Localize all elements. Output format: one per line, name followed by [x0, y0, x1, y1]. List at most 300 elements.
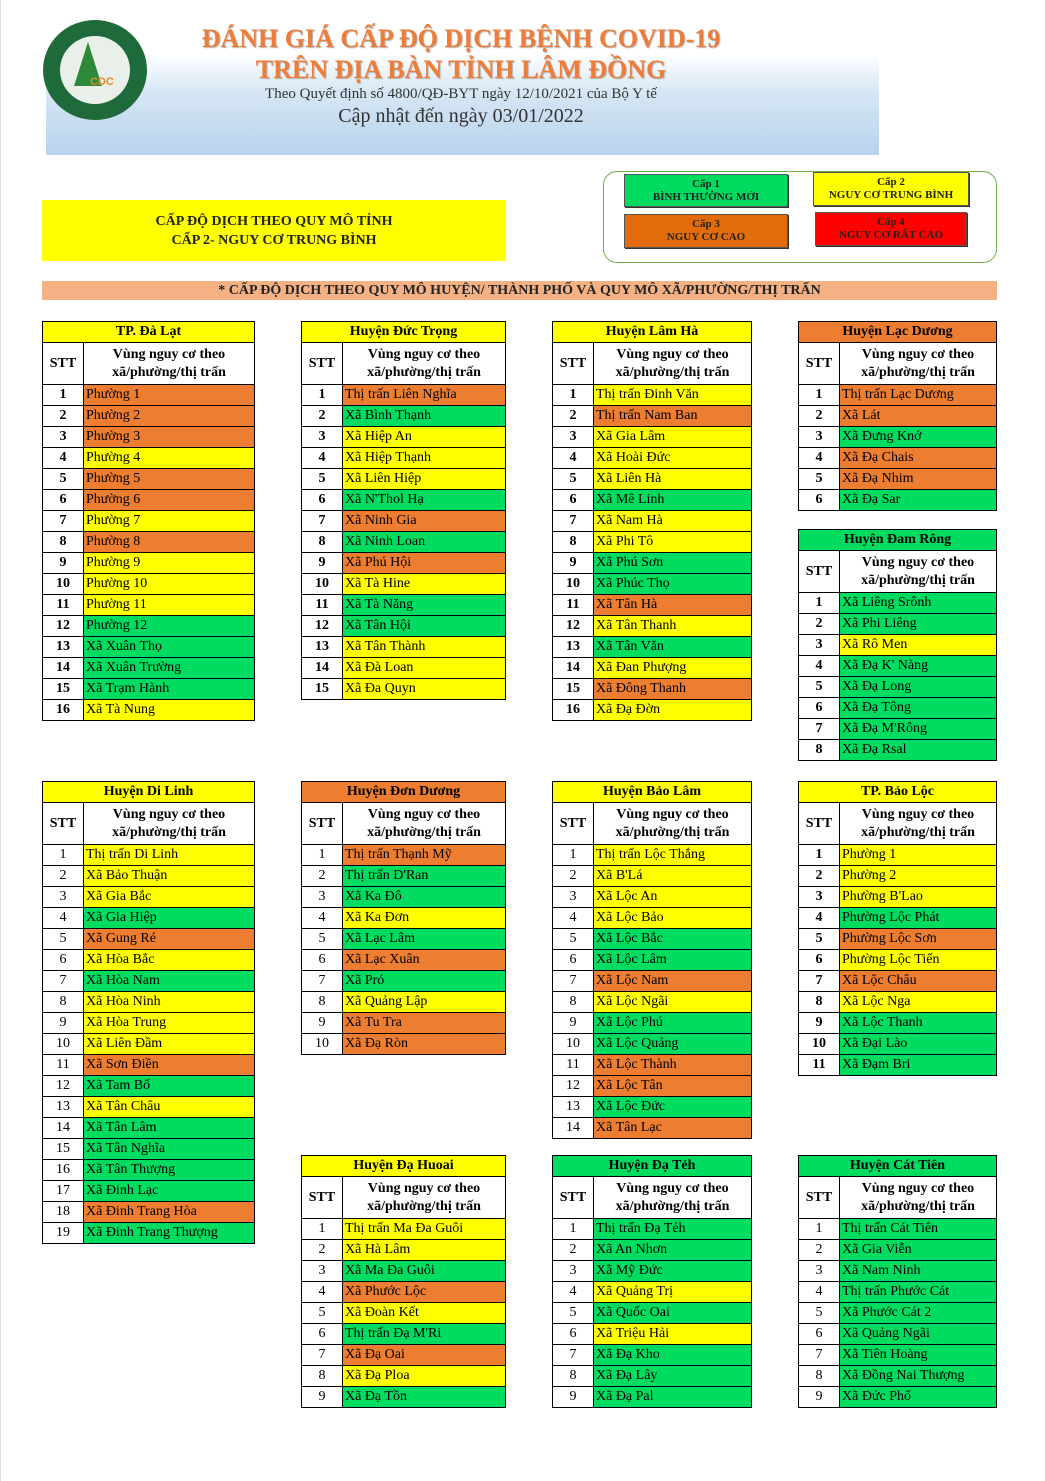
table-row — [553, 866, 752, 887]
row-number: 1 — [302, 1219, 343, 1240]
commune-name: Xã Đạm Bri — [840, 1055, 997, 1076]
table-row — [43, 511, 255, 532]
commune-name: Xã Lộc Thành — [594, 1055, 752, 1076]
table-row — [43, 950, 255, 971]
table-row — [553, 1303, 752, 1324]
commune-name: Xã Đạ Kho — [594, 1345, 752, 1366]
district-table — [552, 781, 752, 1139]
commune-name: Xã Xuân Thọ — [84, 637, 255, 658]
commune-name: Xã Lộc Tân — [594, 1076, 752, 1097]
area-header — [84, 343, 255, 385]
table-row — [553, 1097, 752, 1118]
row-number: 7 — [302, 971, 343, 992]
row-number: 11 — [553, 1055, 594, 1076]
table-row — [799, 656, 997, 677]
area-header — [84, 803, 255, 845]
commune-name: Thị trấn Đạ Tẻh — [594, 1219, 752, 1240]
district-table — [301, 1155, 506, 1408]
commune-name: Xã Đan Phượng — [594, 658, 752, 679]
row-number: 7 — [553, 1345, 594, 1366]
commune-name: Xã Phước Cát 2 — [840, 1303, 997, 1324]
commune-name: Thị trấn Đinh Văn — [594, 385, 752, 406]
district-name: TP. Bảo Lộc — [799, 782, 997, 803]
commune-name: Phường 10 — [84, 574, 255, 595]
row-number: 6 — [302, 490, 343, 511]
commune-name: Phường 12 — [84, 616, 255, 637]
commune-name: Phường 1 — [84, 385, 255, 406]
legend-level-label: NGUY CƠ TRUNG BÌNH — [828, 189, 954, 201]
table-row — [43, 1118, 255, 1139]
row-number: 12 — [43, 616, 84, 637]
table-row — [553, 700, 752, 721]
row-number: 4 — [302, 908, 343, 929]
commune-name: Xã Hiệp An — [343, 427, 506, 448]
commune-name: Phường 1 — [840, 845, 997, 866]
commune-name: Phường 7 — [84, 511, 255, 532]
commune-name: Xã Hà Lâm — [343, 1240, 506, 1261]
commune-name: Xã Tân Văn — [594, 637, 752, 658]
table-row — [302, 511, 506, 532]
cdc-logo — [43, 20, 147, 120]
area-header-line1: Vùng nguy cơ theo — [616, 1180, 729, 1196]
commune-name: Xã Gia Viễn — [840, 1240, 997, 1261]
table-row — [43, 385, 255, 406]
table-row — [553, 469, 752, 490]
area-header — [343, 803, 506, 845]
area-header-line1: Vùng nguy cơ theo — [861, 346, 975, 362]
area-header-line1: Vùng nguy cơ theo — [861, 1180, 975, 1196]
stt-header: STT — [302, 343, 343, 385]
commune-name: Xã Đoàn Kết — [343, 1303, 506, 1324]
table-row — [553, 448, 752, 469]
table-row — [43, 908, 255, 929]
row-number: 3 — [799, 1261, 840, 1282]
row-number: 5 — [553, 929, 594, 950]
table-row — [553, 595, 752, 616]
commune-name: Xã Liên Đầm — [84, 1034, 255, 1055]
commune-name: Xã Ma Đa Guôi — [343, 1261, 506, 1282]
table-row — [799, 448, 997, 469]
table-row — [799, 469, 997, 490]
table-row — [302, 1324, 506, 1345]
commune-name: Thị trấn Cát Tiên — [840, 1219, 997, 1240]
area-header — [343, 1177, 506, 1219]
row-number: 2 — [799, 866, 840, 887]
row-number: 9 — [799, 1387, 840, 1408]
commune-name: Xã Pró — [343, 971, 506, 992]
district-name: Huyện Đam Rông — [799, 530, 997, 551]
commune-name: Xã Tân Hà — [594, 595, 752, 616]
district-table — [798, 529, 997, 761]
row-number: 5 — [799, 469, 840, 490]
row-number: 4 — [799, 908, 840, 929]
table-row — [302, 908, 506, 929]
table-row — [799, 1013, 997, 1034]
table-row — [43, 406, 255, 427]
table-row — [43, 616, 255, 637]
commune-name: Xã An Nhơn — [594, 1240, 752, 1261]
row-number: 1 — [302, 845, 343, 866]
table-row — [799, 908, 997, 929]
table-row — [302, 469, 506, 490]
row-number: 8 — [799, 1366, 840, 1387]
table-row — [553, 1118, 752, 1139]
commune-name: Xã Lộc Bắc — [594, 929, 752, 950]
commune-name: Thị trấn Đạ M'Ri — [343, 1324, 506, 1345]
table-row — [302, 887, 506, 908]
district-name: Huyện Đơn Dương — [302, 782, 506, 803]
row-number: 6 — [553, 490, 594, 511]
commune-name: Xã Đạ Đờn — [594, 700, 752, 721]
area-header — [840, 343, 997, 385]
row-number: 4 — [799, 656, 840, 677]
commune-name: Xã Lộc Châu — [840, 971, 997, 992]
table-row — [302, 616, 506, 637]
commune-name: Xã Đạ Tồn — [343, 1387, 506, 1408]
area-header — [594, 803, 752, 845]
table-row — [553, 658, 752, 679]
row-number: 2 — [553, 1240, 594, 1261]
row-number: 19 — [43, 1223, 84, 1244]
row-number: 10 — [799, 1034, 840, 1055]
row-number: 3 — [553, 427, 594, 448]
legend-level-title: Cấp 3 — [692, 218, 720, 230]
commune-name: Xã Đạ Ploa — [343, 1366, 506, 1387]
row-number: 9 — [553, 1013, 594, 1034]
table-row — [43, 1055, 255, 1076]
commune-name: Xã Đạ Rsal — [840, 740, 997, 761]
table-row — [553, 1013, 752, 1034]
table-row — [553, 908, 752, 929]
table-row — [799, 929, 997, 950]
commune-name: Xã Quảng Ngãi — [840, 1324, 997, 1345]
table-row — [799, 719, 997, 740]
commune-name: Xã Lộc Ngãi — [594, 992, 752, 1013]
commune-name: Thị trấn Phước Cát — [840, 1282, 997, 1303]
table-row — [799, 740, 997, 761]
table-row — [43, 1181, 255, 1202]
row-number: 14 — [43, 658, 84, 679]
district-name: Huyện Đạ Tẻh — [553, 1156, 752, 1177]
row-number: 3 — [799, 887, 840, 908]
decision-reference: Theo Quyết định số 4800/QĐ-BYT ngày 12/10/2021 của Bộ Y tế — [265, 86, 657, 102]
table-row — [553, 616, 752, 637]
table-row — [43, 679, 255, 700]
table-row — [43, 574, 255, 595]
area-header-line2: xã/phường/thị trấn — [861, 364, 975, 380]
commune-name: Phường B'Lao — [840, 887, 997, 908]
row-number: 1 — [43, 845, 84, 866]
table-row — [43, 532, 255, 553]
commune-name: Xã Nam Ninh — [840, 1261, 997, 1282]
commune-name: Xã Đinh Trang Hòa — [84, 1202, 255, 1223]
legend-level-4 — [815, 212, 967, 246]
row-number: 12 — [43, 1076, 84, 1097]
table-row — [43, 1097, 255, 1118]
commune-name: Xã Phi Tô — [594, 532, 752, 553]
row-number: 8 — [302, 1366, 343, 1387]
table-row — [302, 595, 506, 616]
stt-header: STT — [799, 803, 840, 845]
table-row — [302, 679, 506, 700]
district-table — [552, 1155, 752, 1408]
commune-name: Xã Đạ Chais — [840, 448, 997, 469]
row-number: 2 — [43, 866, 84, 887]
row-number: 4 — [302, 448, 343, 469]
commune-name: Phường Lộc Sơn — [840, 929, 997, 950]
area-header-line2: xã/phường/thị trấn — [861, 1198, 975, 1214]
table-row — [302, 1013, 506, 1034]
row-number: 17 — [43, 1181, 84, 1202]
area-header-line1: Vùng nguy cơ theo — [112, 806, 226, 822]
commune-name: Xã Phú Sơn — [594, 553, 752, 574]
row-number: 6 — [302, 950, 343, 971]
row-number: 8 — [43, 532, 84, 553]
table-row — [302, 1387, 506, 1408]
row-number: 5 — [799, 1303, 840, 1324]
commune-name: Xã Trạm Hành — [84, 679, 255, 700]
row-number: 1 — [302, 385, 343, 406]
commune-name: Xã Tân Thanh — [594, 616, 752, 637]
district-name: Huyện Lâm Hà — [553, 322, 752, 343]
row-number: 3 — [302, 427, 343, 448]
commune-name: Xã Hoài Đức — [594, 448, 752, 469]
row-number: 4 — [553, 448, 594, 469]
row-number: 5 — [553, 1303, 594, 1324]
commune-name: Xã Lộc Bảo — [594, 908, 752, 929]
row-number: 8 — [799, 992, 840, 1013]
commune-name: Xã Đạ K' Nàng — [840, 656, 997, 677]
row-number: 10 — [43, 574, 84, 595]
table-row — [799, 1034, 997, 1055]
table-row — [553, 1261, 752, 1282]
table-row — [302, 1034, 506, 1055]
district-table — [798, 321, 997, 511]
table-row — [799, 593, 997, 614]
district-name: Huyện Đạ Huoai — [302, 1156, 506, 1177]
row-number: 9 — [43, 1013, 84, 1034]
table-row — [799, 1055, 997, 1076]
table-row — [302, 929, 506, 950]
commune-name: Thị trấn Nam Ban — [594, 406, 752, 427]
row-number: 8 — [553, 1366, 594, 1387]
legend-level-3 — [624, 214, 788, 248]
table-row — [302, 637, 506, 658]
area-header-line2: xã/phường/thị trấn — [367, 824, 481, 840]
row-number: 8 — [302, 532, 343, 553]
row-number: 2 — [43, 406, 84, 427]
row-number: 15 — [553, 679, 594, 700]
table-row — [43, 1223, 255, 1244]
table-row — [43, 929, 255, 950]
table-row — [553, 992, 752, 1013]
commune-name: Xã Hiệp Thạnh — [343, 448, 506, 469]
row-number: 5 — [799, 677, 840, 698]
row-number: 3 — [553, 1261, 594, 1282]
commune-name: Thị trấn D'Ran — [343, 866, 506, 887]
district-name: Huyện Lạc Dương — [799, 322, 997, 343]
table-row — [553, 1387, 752, 1408]
table-row — [799, 1324, 997, 1345]
row-number: 9 — [302, 1013, 343, 1034]
table-row — [553, 532, 752, 553]
table-row — [43, 1160, 255, 1181]
commune-name: Phường 6 — [84, 490, 255, 511]
row-number: 10 — [553, 1034, 594, 1055]
district-table — [798, 1155, 997, 1408]
commune-name: Xã Lộc Lâm — [594, 950, 752, 971]
table-row — [43, 1076, 255, 1097]
table-row — [799, 1261, 997, 1282]
commune-name: Xã Đức Phổ — [840, 1387, 997, 1408]
row-number: 6 — [799, 698, 840, 719]
table-row — [43, 700, 255, 721]
commune-name: Xã Tân Châu — [84, 1097, 255, 1118]
row-number: 16 — [43, 700, 84, 721]
row-number: 7 — [302, 1345, 343, 1366]
table-row — [799, 1240, 997, 1261]
row-number: 7 — [553, 971, 594, 992]
row-number: 15 — [43, 679, 84, 700]
commune-name: Xã Đạ M'Rông — [840, 719, 997, 740]
commune-name: Xã Đồng Nai Thượng — [840, 1366, 997, 1387]
commune-name: Xã Ninh Gia — [343, 511, 506, 532]
commune-name: Phường 11 — [84, 595, 255, 616]
stt-header: STT — [553, 803, 594, 845]
table-row — [302, 1366, 506, 1387]
commune-name: Xã Mê Linh — [594, 490, 752, 511]
row-number: 14 — [553, 1118, 594, 1139]
table-row — [553, 929, 752, 950]
row-number: 5 — [302, 1303, 343, 1324]
row-number: 9 — [302, 1387, 343, 1408]
table-row — [799, 1366, 997, 1387]
row-number: 3 — [302, 887, 343, 908]
commune-name: Xã Xuân Trường — [84, 658, 255, 679]
table-row — [799, 866, 997, 887]
commune-name: Phường 8 — [84, 532, 255, 553]
row-number: 1 — [799, 1219, 840, 1240]
commune-name: Thị trấn Lộc Thắng — [594, 845, 752, 866]
row-number: 6 — [799, 1324, 840, 1345]
commune-name: Xã Tân Nghĩa — [84, 1139, 255, 1160]
row-number: 4 — [43, 448, 84, 469]
commune-name: Xã Gia Lâm — [594, 427, 752, 448]
row-number: 11 — [302, 595, 343, 616]
commune-name: Xã Đạ Ròn — [343, 1034, 506, 1055]
stt-header: STT — [302, 803, 343, 845]
table-row — [799, 490, 997, 511]
commune-name: Xã Đà Loan — [343, 658, 506, 679]
row-number: 1 — [553, 385, 594, 406]
table-row — [302, 1261, 506, 1282]
commune-name: Xã N'Thol Hạ — [343, 490, 506, 511]
row-number: 15 — [302, 679, 343, 700]
commune-name: Xã Đinh Trang Thượng — [84, 1223, 255, 1244]
commune-name: Xã Quảng Lập — [343, 992, 506, 1013]
commune-name: Xã Lộc Nga — [840, 992, 997, 1013]
table-row — [43, 1139, 255, 1160]
row-number: 13 — [43, 1097, 84, 1118]
area-header — [840, 551, 997, 593]
row-number: 4 — [302, 1282, 343, 1303]
table-row — [43, 448, 255, 469]
district-name: Huyện Di Linh — [43, 782, 255, 803]
row-number: 5 — [302, 469, 343, 490]
district-table — [42, 321, 255, 721]
table-row — [799, 1303, 997, 1324]
row-number: 3 — [302, 1261, 343, 1282]
row-number: 3 — [43, 427, 84, 448]
commune-name: Xã Lộc An — [594, 887, 752, 908]
area-header-line1: Vùng nguy cơ theo — [616, 346, 729, 362]
area-header — [840, 803, 997, 845]
commune-name: Xã Tu Tra — [343, 1013, 506, 1034]
table-row — [553, 1034, 752, 1055]
area-header-line2: xã/phường/thị trấn — [367, 1198, 481, 1214]
area-header-line1: Vùng nguy cơ theo — [367, 346, 481, 362]
row-number: 5 — [302, 929, 343, 950]
row-number: 14 — [43, 1118, 84, 1139]
row-number: 4 — [43, 908, 84, 929]
row-number: 11 — [43, 1055, 84, 1076]
table-row — [553, 1219, 752, 1240]
table-row — [553, 1076, 752, 1097]
commune-name: Phường Lộc Phát — [840, 908, 997, 929]
table-row — [553, 385, 752, 406]
table-row — [799, 1282, 997, 1303]
table-row — [43, 1034, 255, 1055]
row-number: 2 — [553, 406, 594, 427]
row-number: 9 — [799, 1013, 840, 1034]
table-row — [799, 1345, 997, 1366]
row-number: 9 — [553, 1387, 594, 1408]
commune-name: Xã Đông Thanh — [594, 679, 752, 700]
table-row — [302, 1345, 506, 1366]
row-number: 12 — [553, 616, 594, 637]
row-number: 13 — [43, 637, 84, 658]
commune-name: Xã Đưng Knớ — [840, 427, 997, 448]
area-header-line2: xã/phường/thị trấn — [112, 364, 226, 380]
commune-name: Xã Tân Lâm — [84, 1118, 255, 1139]
table-row — [302, 448, 506, 469]
commune-name: Xã Lộc Đức — [594, 1097, 752, 1118]
commune-name: Xã Đạ Lây — [594, 1366, 752, 1387]
table-row — [553, 1345, 752, 1366]
commune-name: Xã Đạ Oai — [343, 1345, 506, 1366]
table-row — [553, 971, 752, 992]
row-number: 10 — [43, 1034, 84, 1055]
commune-name: Xã Liêng Srônh — [840, 593, 997, 614]
table-row — [43, 658, 255, 679]
commune-name: Xã Gia Bắc — [84, 887, 255, 908]
table-row — [799, 427, 997, 448]
commune-name: Xã Lộc Quảng — [594, 1034, 752, 1055]
legend-level-label: BÌNH THƯỜNG MỚI — [652, 190, 760, 203]
commune-name: Xã Mỹ Đức — [594, 1261, 752, 1282]
row-number: 12 — [302, 616, 343, 637]
table-row — [43, 427, 255, 448]
commune-name: Xã Ka Đơn — [343, 908, 506, 929]
row-number: 3 — [799, 427, 840, 448]
commune-name: Xã Phi Liêng — [840, 614, 997, 635]
commune-name: Xã Đa Quyn — [343, 679, 506, 700]
stt-header: STT — [799, 1177, 840, 1219]
legend-level-2 — [813, 172, 969, 206]
row-number: 18 — [43, 1202, 84, 1223]
row-number: 1 — [799, 385, 840, 406]
commune-name: Xã Đạ Pal — [594, 1387, 752, 1408]
